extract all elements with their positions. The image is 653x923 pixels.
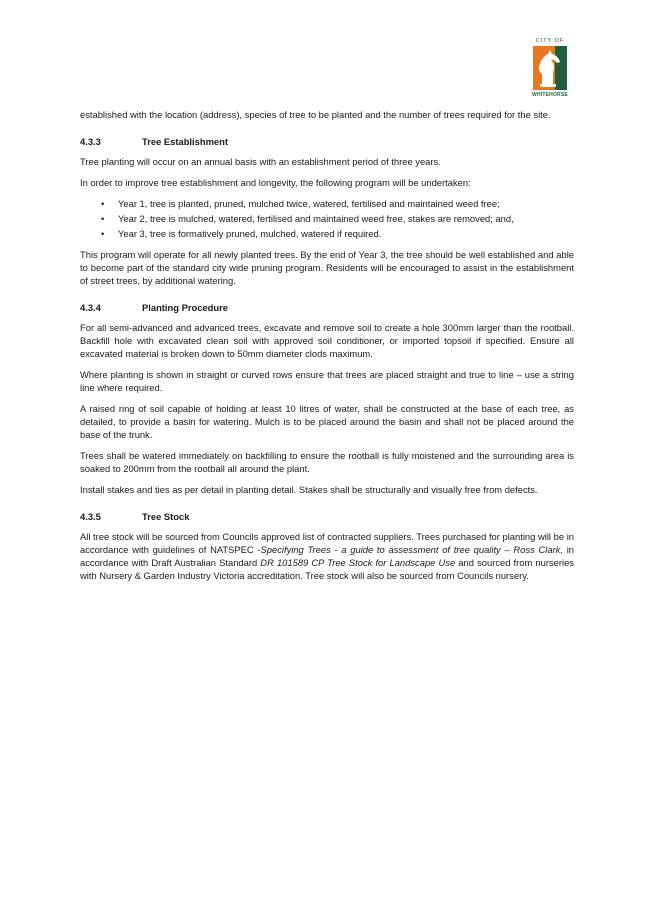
section-title: Tree Establishment — [142, 136, 228, 147]
list-item: • Year 1, tree is planted, pruned, mulched twice, watered, fertilised and maintained weed free; — [80, 197, 574, 210]
paragraph: Where planting is shown in straight or curved rows ensure that trees are placed straight and true to line – use a string line where required. — [80, 369, 574, 393]
text-run: All tree stock will be sourced from Councils approved list of contracted suppliers. Trees purchased for planting will be in accordance with guidelines of NATSPEC - — [80, 531, 574, 555]
section-title: Tree Stock — [142, 511, 190, 522]
list-item: • Year 3, tree is formatively pruned, mulched, watered if required. — [80, 227, 574, 240]
document-body — [80, 108, 574, 590]
section-title: Planting Procedure — [142, 302, 228, 313]
tree-stock-paragraph — [80, 530, 574, 582]
paragraph: Trees shall be watered immediately on backfilling to ensure the rootball is fully moistened and the surrounding area is soaked to 200mm from the rootball all around the plant. — [80, 450, 574, 474]
italic-standard: DR 101589 CP Tree Stock for Landscape Use — [260, 557, 456, 568]
paragraph: For all semi-advanced and advanced trees, excavate and remove soil to create a hole 300mm larger than the rootball. Backfill hole with excavated clean soil with approved soil conditioner, or imported topsoil if specified. Ensure all excavated material is broken down to 50mm diameter clods maximum. — [80, 322, 574, 359]
paragraph: Install stakes and ties as per detail in planting detail. Stakes shall be structurally and visually free from defects. — [80, 484, 538, 495]
text-run: and sourced from nurseries with Nursery & Garden Industry Victoria accreditation. Tree stock will also be sourced from Councils nursery. — [80, 557, 574, 581]
logo-bottom-text: WHITEHORSE — [532, 92, 568, 98]
italic-citation: Specifying Trees - a guide to assessment of tree quality – Ross Clark, — [260, 544, 563, 555]
section-number: 4.3.5 — [80, 511, 101, 522]
city-of-whitehorse-logo — [531, 38, 569, 102]
paragraph: Tree planting will occur on an annual basis with an establishment period of three years. — [80, 156, 441, 167]
logo-top-text: CITY OF — [535, 38, 565, 44]
paragraph: In order to improve tree establishment and longevity, the following program will be undertaken: — [80, 177, 471, 188]
paragraph: A raised ring of soil capable of holding at least 10 litres of water, shall be constructed at the base of each tree, as detailed, to provide a basin for watering. Mulch is to be placed around the basin and shall not be placed around the base of the trunk. — [80, 403, 574, 440]
section-number: 4.3.3 — [80, 136, 101, 147]
horse-shield-icon — [533, 46, 567, 90]
list-item: • Year 2, tree is mulched, watered, fertilised and maintained weed free, stakes are removed; and, — [80, 212, 574, 225]
section-434-heading — [80, 301, 574, 314]
section-433-heading — [80, 135, 574, 148]
paragraph: This program will operate for all newly planted trees. By the end of Year 3, the tree should be well established and able to become part of the standard city wide pruning program. Residents will be encouraged to assist in the establishment of street trees, by additional watering. — [80, 249, 574, 286]
section-435-heading — [80, 510, 574, 523]
section-number: 4.3.4 — [80, 302, 101, 313]
intro-paragraph: established with the location (address), species of tree to be planted and the number of trees required for the site. — [80, 109, 551, 120]
establishment-program-list — [80, 197, 574, 240]
text-run: in accordance with Draft Australian Standard — [80, 544, 575, 568]
